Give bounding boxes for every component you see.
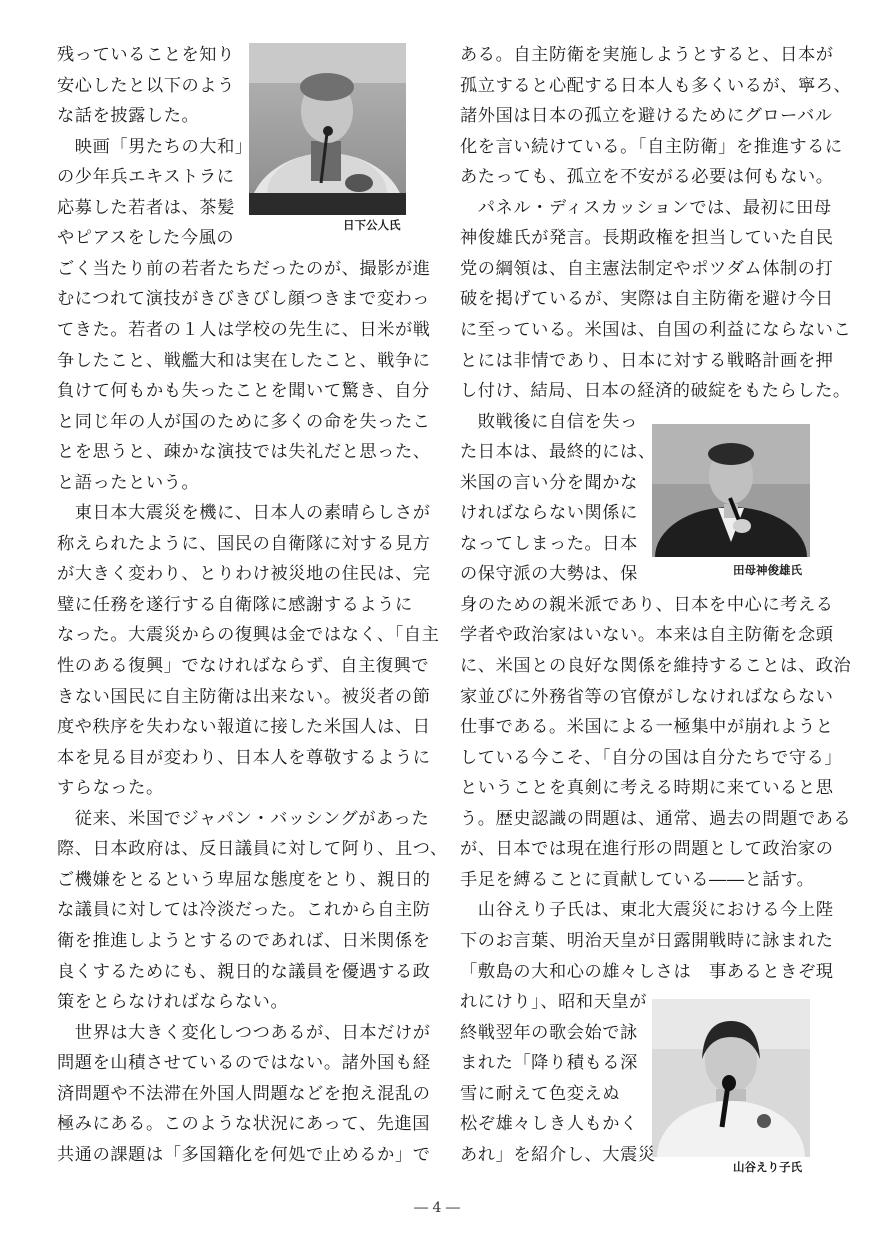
text-line: 映画「男たちの大和」 — [57, 136, 253, 157]
text-line: している今こそ、「自分の国は自分たちで守る」 — [460, 747, 843, 768]
text-line: の保守派の大勢は、保 — [460, 564, 638, 585]
caption-yamatani: 山谷えり子氏 — [733, 1160, 802, 1174]
text-line: 仕事である。米国による一極集中が崩れようと — [460, 717, 834, 738]
text-line: すらなった。 — [57, 778, 164, 799]
text-line: むにつれて演技がきびきびし顔つきまで変わっ — [57, 289, 431, 310]
text-line: 極みにある。このような状況にあって、先進国 — [57, 1114, 431, 1135]
text-line: に、米国との良好な関係を維持することは、政治 — [460, 656, 852, 676]
text-line: 応募した若者は、茶髪 — [57, 197, 235, 218]
text-line: 世界は大きく変化しつつあるが、日本だけが — [57, 1022, 431, 1043]
text-line: ご機嫌をとるという卑屈な態度をとり、親日的 — [57, 869, 431, 890]
text-line: 策をとらなければならない。 — [57, 992, 289, 1013]
text-line: な議員に対しては冷淡だった。これから自主防 — [57, 900, 431, 921]
text-line: 山谷えり子氏は、東北大震災における今上陛 — [460, 900, 834, 921]
text-line: 璧に任務を遂行する自衛隊に感謝するように — [57, 594, 413, 615]
text-line: きない国民に自主防衛は出来ない。被災者の節 — [57, 686, 431, 707]
text-line: 敗戦後に自信を失っ — [460, 411, 638, 432]
text-line: パネル・ディスカッションでは、最初に田母 — [460, 197, 832, 218]
text-line: な話を披露した。 — [57, 106, 200, 127]
text-line: 争したこと、戦艦大和は実在したこと、戦争に — [57, 350, 431, 371]
text-line: 衛を推進しようとするのであれば、日米関係を — [57, 930, 431, 951]
text-line: 安心したと以下のよう — [57, 75, 235, 96]
text-line: に至っている。米国は、自国の利益にならないこ — [460, 319, 852, 340]
text-line: 負けて何もかも失ったことを聞いて驚き、自分 — [57, 381, 430, 402]
text-line: が大きく変わり、とりわけ被災地の住民は、完 — [57, 564, 431, 585]
text-line: とを思うと、疎かな演技では失礼だと思った、 — [57, 442, 431, 463]
text-line: 雪に耐えて色変えぬ — [460, 1083, 621, 1104]
text-line: し付け、結局、日本の経済的破綻をもたらした。 — [460, 381, 851, 402]
text-line: 諸外国は日本の孤立を避けるためにグローバル — [460, 106, 833, 127]
page-number: ― 4 ― — [414, 1200, 460, 1216]
text-line: 際、日本政府は、反日議員に対して阿り、且つ、 — [57, 839, 448, 860]
photo-tamogami — [652, 424, 810, 557]
text-line: あれ」を紹介し、大震災 — [460, 1144, 656, 1165]
text-line: なった。大震災からの復興は金ではなく、「自主 — [57, 625, 440, 646]
text-line: 良くするためにも、親日的な議員を優遇する政 — [57, 961, 431, 982]
text-line: とには非情であり、日本に対する戦略計画を押 — [460, 350, 834, 371]
caption-kusaka: 日下公人氏 — [343, 218, 401, 232]
text-line: 従来、米国でジャパン・バッシングがあった — [57, 808, 430, 829]
text-line: やピアスをした今風の — [57, 228, 235, 249]
text-line: た日本は、最終的には、 — [460, 442, 656, 463]
text-line: 神俊雄氏が発言。長期政権を担当していた自民 — [460, 228, 834, 249]
text-line: う。歴史認識の問題は、通常、過去の問題である — [460, 808, 852, 829]
text-line: ごく当たり前の若者たちだったのが、撮影が進 — [57, 258, 431, 279]
text-line: 家並びに外務省等の官僚がしなければならない — [460, 686, 834, 707]
text-line: 松ぞ雄々しき人もかく — [460, 1114, 638, 1135]
text-line: ければならない関係に — [460, 503, 638, 524]
text-line: 称えられたように、国民の自衛隊に対する見方 — [57, 533, 431, 554]
text-line: ということを真剣に考える時期に来ていると思 — [460, 778, 834, 799]
text-line: なってしまった。日本 — [460, 533, 638, 554]
text-line: 済問題や不法滞在外国人問題などを抱え混乱の — [57, 1083, 431, 1104]
text-line: 下のお言葉、明治天皇が日露開戦時に詠まれた — [460, 930, 834, 951]
text-line: 学者や政治家はいない。本来は自主防衛を念頭 — [460, 625, 834, 646]
text-line: 性のある復興」でなければならず、自主復興で — [57, 656, 430, 676]
text-line: 残っていることを知り — [57, 45, 235, 65]
text-line: 問題を山積させているのではない。諸外国も経 — [57, 1053, 431, 1074]
text-line: てきた。若者の１人は学校の先生に、日米が戦 — [57, 319, 431, 340]
text-line: 破を掲げているが、実際は自主防衛を避け今日 — [460, 289, 834, 310]
photo-kusaka — [249, 43, 406, 215]
text-line: 「敷島の大和心の雄々しさは 事あるときぞ現 — [460, 961, 834, 982]
text-line: 党の綱領は、自主憲法制定やポツダム体制の打 — [460, 258, 834, 279]
text-line: と語ったという。 — [57, 472, 200, 493]
text-line: 終戦翌年の歌会始で詠 — [460, 1022, 638, 1043]
text-line: 米国の言い分を聞かな — [460, 472, 638, 493]
text-line: が、日本では現在進行形の問題として政治家の — [460, 839, 834, 860]
text-line: れにけり」、昭和天皇が — [460, 992, 648, 1013]
text-line: と同じ年の人が国のために多くの命を失ったこ — [57, 411, 431, 432]
text-line: 共通の課題は「多国籍化を何処で止めるか」で — [57, 1144, 431, 1165]
text-line: 本を見る目が変わり、日本人を尊敬するように — [57, 747, 431, 768]
text-line: 孤立すると心配する日本人も多くいるが、寧ろ、 — [460, 75, 852, 96]
text-line: 化を言い続けている。「自主防衛」を推進するに — [460, 136, 843, 157]
text-line: 手足を縛ることに貢献している――と話す。 — [460, 869, 815, 890]
photo-yamatani — [652, 999, 810, 1157]
text-line: 東日本大震災を機に、日本人の素晴らしさが — [57, 503, 431, 524]
text-line: まれた「降り積もる深 — [460, 1053, 638, 1074]
text-line: ある。自主防衛を実施しようとすると、日本が — [460, 45, 834, 65]
caption-tamogami: 田母神俊雄氏 — [733, 563, 802, 577]
text-line: 身のための親米派であり、日本を中心に考える — [460, 594, 834, 615]
text-line: あたっても、孤立を不安がる必要は何もない。 — [460, 167, 834, 188]
text-line: 度や秩序を失わない報道に接した米国人は、日 — [57, 717, 431, 738]
text-line: の少年兵エキストラに — [57, 167, 235, 188]
